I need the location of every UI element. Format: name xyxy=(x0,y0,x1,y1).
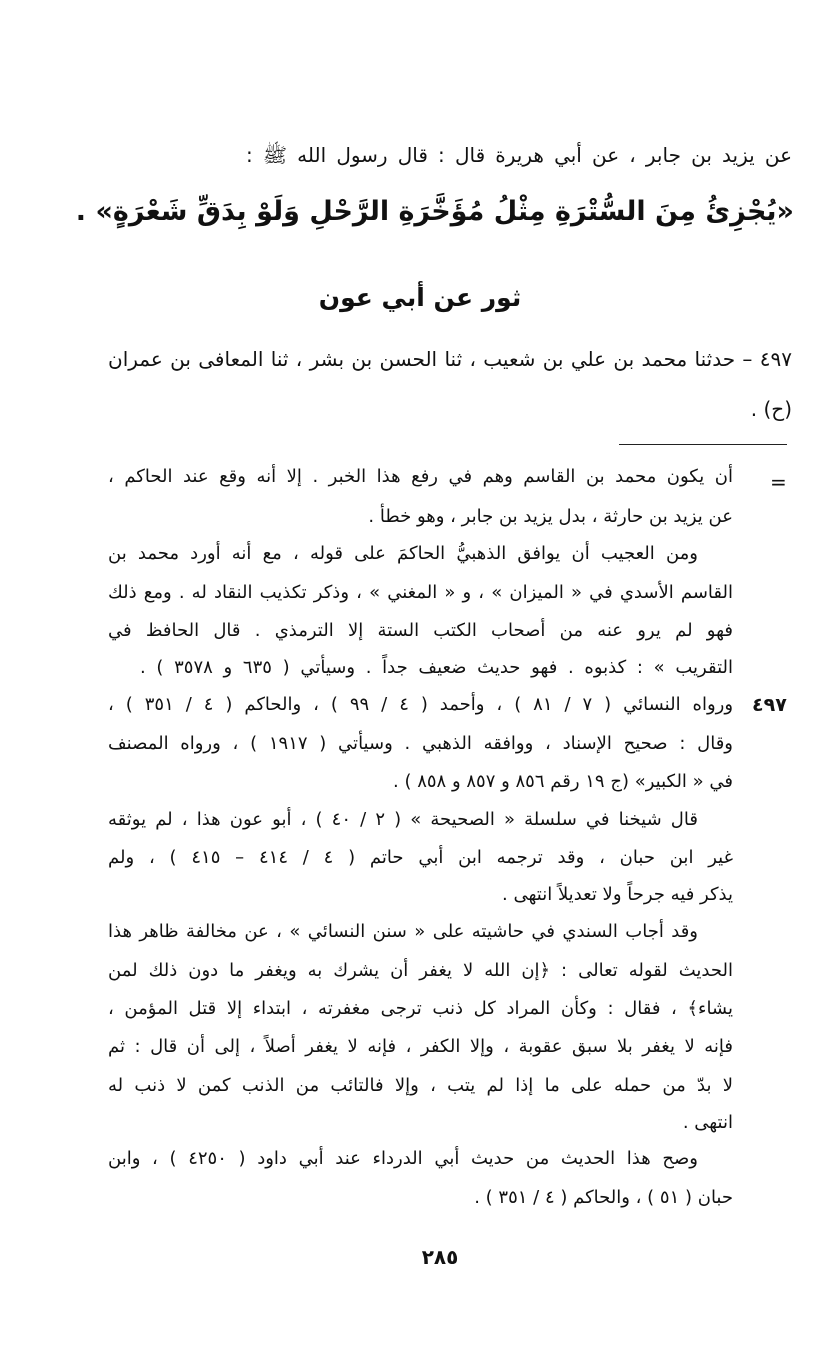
footnote-line: فهو لم يرو عنه من أصحاب الكتب الستة إلا الترمذي . قال الحافظ في xyxy=(108,620,733,641)
footnote-line: القاسم الأسدي في « الميزان » ، و « المغني » ، وذكر تكذيب النقاد له . ومع ذلك xyxy=(108,582,733,603)
entry-line-2: (ح) . xyxy=(750,397,792,421)
footnote-line: التقريب » : كذبوه . فهو حديث ضعيف جداً . وسيأتي ( ٦٣٥ و ٣٥٧٨ ) . xyxy=(140,657,733,678)
footnote-line: أن يكون محمد بن القاسم وهم في رفع هذا الخبر . إلا أنه وقع عند الحاكم ، xyxy=(108,466,733,487)
footnote-line: غير ابن حبان ، وقد ترجمه ابن أبي حاتم ( ٤ / ٤١٤ – ٤١٥ ) ، ولم xyxy=(108,847,734,868)
footnote-line: قال شيخنا في سلسلة « الصحيحة » ( ٢ / ٤٠ ) ، أبو عون هذا ، لم يوثقه xyxy=(108,809,698,830)
page-number: ٢٨٥ xyxy=(421,1245,459,1269)
footnote-line: في « الكبير» (ج ١٩ رقم ٨٥٦ و ٨٥٧ و ٨٥٨ ) . xyxy=(393,771,733,792)
footnote-line: ورواه النسائي ( ٧ / ٨١ ) ، وأحمد ( ٤ / ٩٩ ) ، والحاكم ( ٤ / ٣٥١ ) ، xyxy=(108,694,734,715)
footnote-line: فإنه لا يغفر بلا سبق عقوبة ، وإلا الكفر ، فإنه لا يغفر أصلاً ، إلى أن قال : ثم xyxy=(108,1036,733,1057)
footnote-line: ومن العجيب أن يوافق الذهبيُّ الحاكمَ على قوله ، مع أنه أورد محمد بن xyxy=(108,543,698,564)
hadith-text: «يُجْزِئُ مِنَ السُّتْرَةِ مِثْلُ مُؤَخَّرَةِ الرَّحْلِ وَلَوْ بِدَقِّ شَعْرَةٍ» . xyxy=(75,196,794,227)
continuation-marker: = xyxy=(770,470,787,494)
entry-line-1: ٤٩٧ – حدثنا محمد بن علي بن شعيب ، ثنا الحسن بن بشر ، ثنا المعافى بن عمران xyxy=(108,347,792,371)
footnote-line: يذكر فيه جرحاً ولا تعديلاً انتهى . xyxy=(502,884,733,905)
intro-line: عن يزيد بن جابر ، عن أبي هريرة قال : قال رسول الله ﷺ : xyxy=(246,143,792,167)
footnote-line: عن يزيد بن حارثة ، بدل يزيد بن جابر ، وهو خطأ . xyxy=(368,506,733,527)
footnote-line: وصح هذا الحديث من حديث أبي الدرداء عند أبي داود ( ٤٢٥٠ ) ، وابن xyxy=(108,1148,698,1169)
footnote-line: انتهى . xyxy=(682,1112,733,1133)
footnote-line: الحديث لقوله تعالى : ﴿إن الله لا يغفر أن يشرك به ويغفر ما دون ذلك لمن xyxy=(108,960,733,981)
footnote-line: يشاء﴾ ، فقال : وكأن المراد كل ذنب ترجى مغفرته ، ابتداء إلا قتل المؤمن ، xyxy=(108,998,733,1019)
footnote-line: وقال : صحيح الإسناد ، ووافقه الذهبي . وسيأتي ( ١٩١٧ ) ، ورواه المصنف xyxy=(108,733,733,754)
section-heading: ثور عن أبي عون xyxy=(318,283,522,312)
footnote-line: لا بدّ من حمله على ما إذا لم يتب ، وإلا فالتائب من الذنب كمن لا ذنب له xyxy=(108,1075,733,1096)
footnote-line: وقد أجاب السندي في حاشيته على « سنن النسائي » ، عن مخالفة ظاهر هذا xyxy=(108,921,698,942)
footnote-separator xyxy=(619,444,787,445)
footnote-number: ٤٩٧ xyxy=(752,694,787,716)
footnote-line: حبان ( ٥١ ) ، والحاكم ( ٤ / ٣٥١ ) . xyxy=(474,1187,733,1208)
